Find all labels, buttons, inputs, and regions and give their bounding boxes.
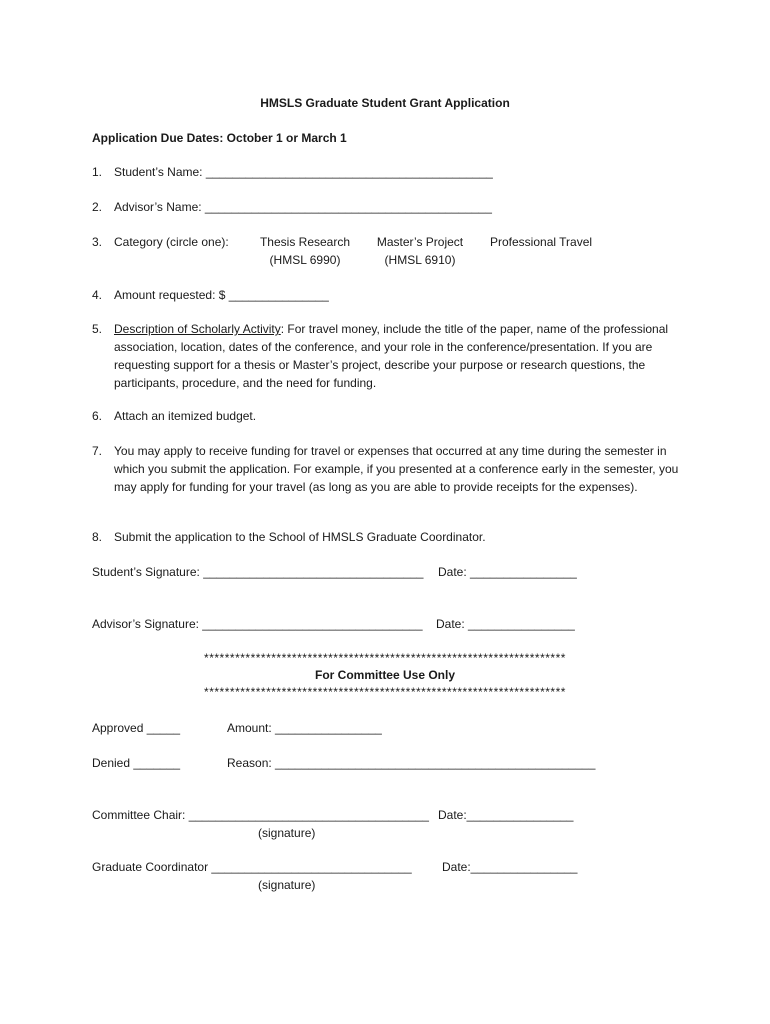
item-number-2: 2. [92, 200, 103, 214]
category-option-thesis[interactable] [255, 234, 355, 268]
advisor-name-field[interactable]: Advisor’s Name: ___________________________________________ [114, 200, 492, 214]
item-number-5: 5. [92, 322, 103, 336]
category-option-travel[interactable]: Professional Travel [490, 235, 593, 249]
category-option-masters-line2: (HMSL 6910) [384, 253, 456, 267]
committee-chair-signature-caption: (signature) [258, 826, 316, 840]
category-option-thesis-line1: Thesis Research [259, 235, 351, 249]
advisor-signature-field[interactable]: Advisor’s Signature: _________________________________ [92, 617, 423, 631]
committee-chair-signature-field[interactable]: Committee Chair: ____________________________________ [92, 808, 429, 822]
coordinator-signature-field[interactable]: Graduate Coordinator ______________________________ [92, 860, 412, 874]
category-option-masters-line1: Master’s Project [376, 235, 464, 249]
amount-requested-field[interactable]: Amount requested: $ _______________ [114, 288, 329, 302]
item-number-3: 3. [92, 235, 103, 249]
reason-field[interactable]: Reason: ________________________________________________ [227, 756, 596, 770]
description-heading: Description of Scholarly Activity [114, 322, 281, 336]
category-label: Category (circle one): [114, 235, 229, 249]
coordinator-signature-caption: (signature) [258, 878, 316, 892]
coordinator-date-field[interactable]: Date:________________ [442, 860, 578, 874]
due-dates: Application Due Dates: October 1 or March 1 [92, 131, 347, 145]
description-paragraph [114, 320, 674, 392]
submit-instruction: Submit the application to the School of HMSLS Graduate Coordinator. [114, 530, 486, 544]
item-number-8: 8. [92, 530, 103, 544]
item-number-6: 6. [92, 409, 103, 423]
funding-instruction: You may apply to receive funding for travel or expenses that occurred at any time during the semester in which you submit the application. For example, if you presented at a conference early in the semester, you may apply for funding for your travel (as long as you are able to provide receipts for the expenses). [114, 444, 679, 494]
committee-chair-date-field[interactable]: Date:________________ [438, 808, 574, 822]
advisor-date-field[interactable]: Date: ________________ [436, 617, 575, 631]
student-name-field[interactable]: Student’s Name: ___________________________________________ [114, 165, 493, 179]
description-body: : For travel money, include the title of the paper, name of the professional association, location, dates of the conference, and your role in the conference/presentation. If you are requesting support for a thesis or Master’s project, describe your purpose or research questions, the participants, procedure, and the need for funding. [114, 322, 669, 390]
approved-field[interactable]: Approved _____ [92, 721, 181, 735]
stars-divider-bottom: ********************************************************************** [204, 685, 566, 699]
budget-instruction: Attach an itemized budget. [114, 409, 257, 423]
category-option-thesis-line2: (HMSL 6990) [269, 253, 341, 267]
committee-amount-field[interactable]: Amount: ________________ [227, 721, 382, 735]
item-number-7: 7. [92, 444, 103, 458]
denied-field[interactable]: Denied _______ [92, 756, 181, 770]
student-signature-field[interactable]: Student’s Signature: _________________________________ [92, 565, 424, 579]
stars-divider-top: ********************************************************************** [204, 651, 566, 665]
form-title: HMSLS Graduate Student Grant Application [260, 96, 510, 110]
item-number-4: 4. [92, 288, 103, 302]
committee-heading: For Committee Use Only [314, 668, 456, 682]
category-option-masters[interactable] [368, 234, 472, 268]
student-date-field[interactable]: Date: ________________ [438, 565, 577, 579]
item-number-1: 1. [92, 165, 103, 179]
